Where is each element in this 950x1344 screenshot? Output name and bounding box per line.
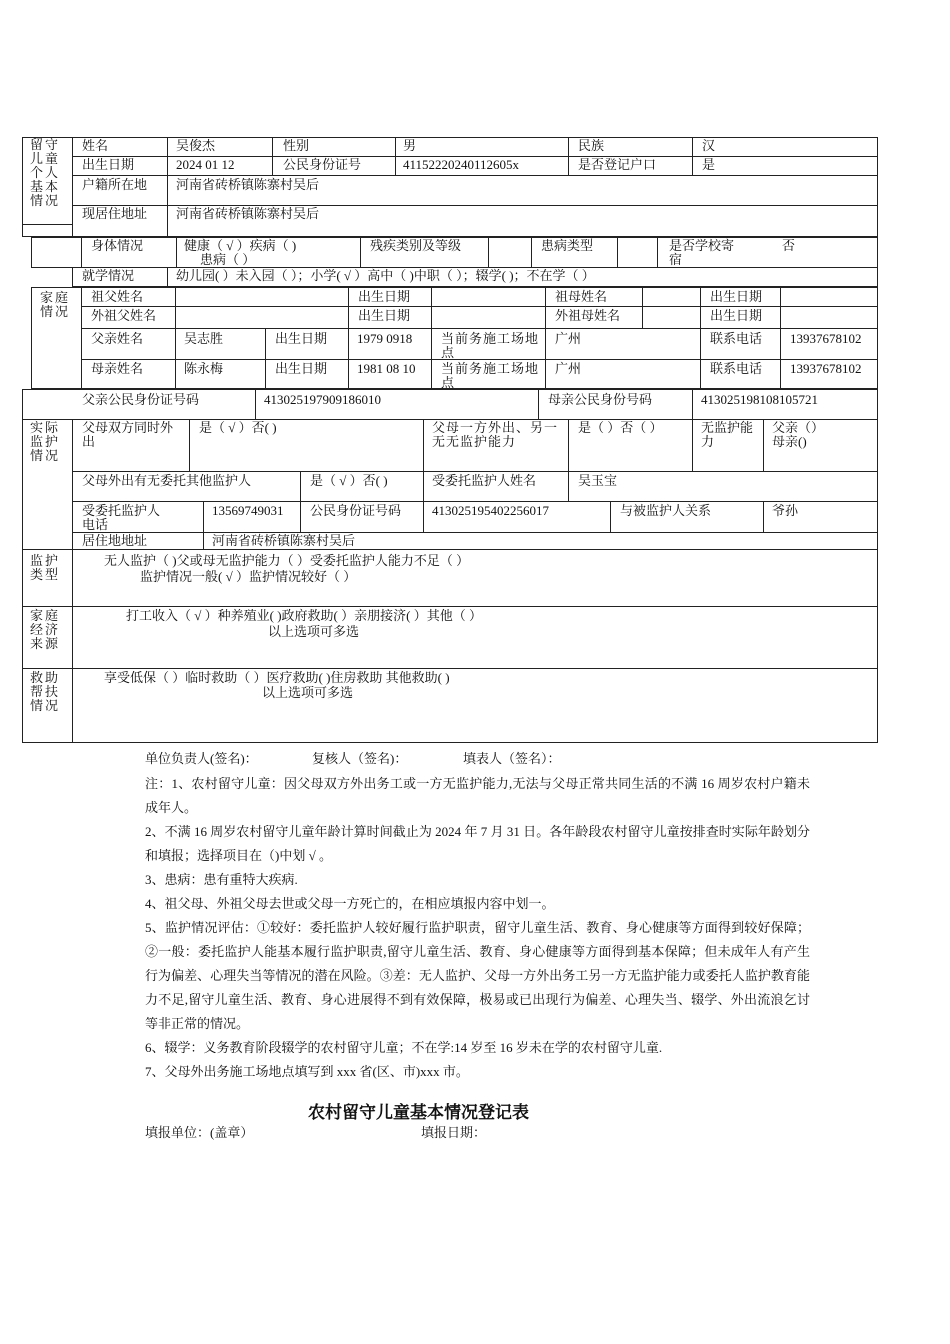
aid-line2: 以上选项可多选 [262, 685, 354, 700]
note-item: 注：1、农村留守儿童：因父母双方外出务工或一方无监护能力,无法与父母正常共同生活的不满 16 周岁农村户籍未成年人。 [145, 776, 810, 815]
residence-label: 现居住地址 [82, 206, 148, 221]
disease-type-label: 患病类型 [541, 238, 594, 253]
both-out-label: 父母双方同时外出 [82, 420, 174, 449]
health-label: 身体情况 [91, 238, 144, 253]
divider [568, 471, 569, 502]
child-name: 吴俊杰 [176, 138, 216, 153]
mother-work: 广州 [555, 361, 582, 376]
divider [265, 328, 266, 389]
id-value: 41152220240112605x [403, 157, 520, 172]
divider [700, 287, 701, 389]
father-phone: 13937678102 [790, 331, 862, 346]
father-label: 父亲姓名 [91, 331, 144, 346]
entrusted-name: 吴玉宝 [578, 473, 618, 488]
notes [145, 772, 810, 1084]
father-birth: 1979 0918 [357, 331, 413, 346]
aid-line1: 享受低保（ ）临时救助（ ）医疗救助( )住房救助 其他救助( ) [104, 670, 450, 685]
maternal-grandma-birth-label: 出生日期 [710, 308, 763, 323]
grandpa-label: 祖父姓名 [91, 289, 144, 304]
divider [167, 267, 168, 287]
hukou-reg-label: 是否登记户口 [578, 157, 657, 172]
maternal-grandpa-birth-label: 出生日期 [358, 308, 411, 323]
entrusted-phone-label: 受委托监护人电话 [82, 503, 161, 532]
divider [423, 501, 424, 533]
divider [272, 137, 273, 176]
divider [72, 549, 73, 607]
divider [642, 287, 643, 329]
divider [488, 237, 489, 268]
reviewer-signature: 复核人（签名)： [312, 751, 408, 766]
divider [348, 287, 349, 389]
divider [568, 419, 569, 472]
father-work: 广州 [555, 331, 582, 346]
divider [395, 137, 396, 176]
fill-date-label: 填报日期： [421, 1125, 487, 1140]
school-label: 就学情况 [82, 268, 135, 283]
divider [692, 419, 693, 472]
divider [81, 237, 82, 268]
divider [617, 237, 618, 268]
divider [780, 287, 781, 389]
gender-label: 性别 [283, 138, 310, 153]
grandma-birth-label: 出生日期 [710, 289, 763, 304]
mother-id: 413025198108105721 [701, 392, 818, 407]
note-item: 3、患病：患有重特大疾病. [145, 872, 298, 887]
divider [300, 471, 301, 502]
health-value-1: 健康（ √ ）疾病（ ) [184, 238, 297, 253]
economy-label: 家庭经济来源 [30, 608, 61, 651]
economy-line2: 以上选项可多选 [268, 624, 360, 639]
divider [175, 287, 176, 329]
divider [72, 606, 73, 669]
no-ability-value: 父亲（）母亲() [772, 420, 825, 449]
one-out-value: 是（ ）否（ ） [578, 420, 663, 435]
disability-label: 残疾类别及等级 [370, 238, 462, 253]
divider [610, 501, 611, 533]
id-label: 公民身份证号 [283, 157, 362, 172]
divider [423, 471, 424, 502]
hukou-addr-value: 河南省砖桥镇陈寨村吴后 [176, 177, 320, 192]
mother-name: 陈永梅 [184, 361, 224, 376]
birth-label: 出生日期 [82, 157, 135, 172]
form-title: 农村留守儿童基本情况登记表 [308, 1103, 529, 1122]
mother-label: 母亲姓名 [91, 361, 144, 376]
hukou-addr-label: 户籍所在地 [82, 177, 148, 192]
divider [763, 501, 764, 533]
grandma-label: 祖母姓名 [555, 289, 608, 304]
mother-id-label: 母亲公民身份号码 [548, 392, 653, 407]
note-item: 4、祖父母、外祖父母去世或父母一方死亡的，在相应填报内容中划一。 [145, 896, 555, 911]
divider [360, 237, 361, 268]
school-value: 幼儿园( ）未入园（ ）；小学( √ ）高中（ )中职（ ）；辍学( )；不在学（ ） [176, 268, 595, 283]
birth-value: 2024 01 12 [176, 157, 235, 172]
divider [189, 419, 190, 472]
both-out-value: 是（ √ ）否( ) [199, 420, 277, 435]
family-label: 家庭情况 [40, 290, 71, 319]
mother-phone-label: 联系电话 [710, 361, 763, 376]
economy-line1: 打工收入（ √ ）种养殖业( )政府救助( ）亲朋接济( ）其他（ ） [126, 608, 482, 623]
mother-birth: 1981 08 10 [357, 361, 416, 376]
guardian-label: 实际监护情况 [30, 420, 61, 463]
name-label: 姓名 [82, 138, 109, 153]
maternal-grandpa-label: 外祖父姓名 [91, 308, 157, 323]
note-item: 6、辍学：义务教育阶段辍学的农村留守儿童；不在学:14 岁至 16 岁未在学的农村留守儿童. [145, 1040, 663, 1055]
guard-type-line2: 监护情况一般( √ ）监护情况较好（ ） [140, 569, 357, 584]
note-item: 2、不满 16 周岁农村留守儿童年龄计算时间截止为 2024 年 7 月 31 日。各年龄段农村留守儿童按排查时实际年龄划分和填报；选择项目在（)中划 √ 。 [145, 824, 810, 863]
guard-type-line1: 无人监护（ )父或母无监护能力（ ）受委托监护人能力不足（ ） [104, 553, 470, 568]
unit-head-signature: 单位负责人(签名)： [145, 751, 258, 766]
fill-unit-label: 填报单位：(盖章） [145, 1125, 254, 1140]
gender-value: 男 [403, 138, 417, 153]
boarding-label: 是否学校寄宿 [669, 238, 735, 267]
health-value-2: 患病（ ） [200, 252, 256, 267]
section-personal-label: 留守儿童个人基本情况 [30, 137, 61, 208]
ethnicity-label: 民族 [578, 138, 605, 153]
hukou-reg-value: 是 [702, 157, 716, 172]
father-id: 413025197909186010 [264, 392, 381, 407]
maternal-grandma-label: 外祖母姓名 [555, 308, 621, 323]
divider [657, 237, 658, 268]
divider [176, 237, 177, 268]
entrusted-name-label: 受委托监护人姓名 [432, 473, 537, 488]
divider [538, 389, 539, 420]
ethnicity-value: 汉 [702, 138, 716, 153]
father-phone-label: 联系电话 [710, 331, 763, 346]
divider [692, 389, 693, 420]
mother-birth-label: 出生日期 [275, 361, 328, 376]
guardian-address-label: 居住地地址 [82, 533, 148, 548]
note-item: 7、父母外出务施工场地点填写到 xxx 省(区、市)xxx 市。 [145, 1064, 469, 1079]
father-work-label: 当前务施工场地点 [441, 331, 540, 360]
mother-work-label: 当前务施工场地点 [441, 361, 540, 390]
no-ability-label: 无监护能力 [701, 420, 754, 449]
divider [423, 419, 424, 472]
relation-label: 与被监护人关系 [620, 503, 712, 518]
entrusted-id: 413025195402256017 [432, 503, 549, 518]
entrusted-id-label: 公民身份证号码 [310, 503, 402, 518]
divider [72, 668, 73, 743]
divider [431, 287, 432, 389]
relation-value: 爷孙 [772, 503, 799, 518]
divider [692, 137, 693, 176]
one-out-label: 父母一方外出、另一无无监护能力 [432, 420, 559, 449]
divider [167, 137, 168, 237]
divider [300, 501, 301, 533]
father-birth-label: 出生日期 [275, 331, 328, 346]
grandpa-birth-label: 出生日期 [358, 289, 411, 304]
divider [255, 389, 256, 420]
residence-value: 河南省砖桥镇陈寨村吴后 [176, 206, 320, 221]
aid-label: 救助帮扶情况 [30, 670, 61, 713]
other-guardian-label: 父母外出有无委托其他监护人 [82, 473, 252, 488]
divider [545, 287, 546, 389]
guardian-address: 河南省砖桥镇陈寨村吴后 [212, 533, 356, 548]
divider [531, 237, 532, 268]
guard-type-label: 监护类型 [30, 553, 61, 582]
note-item: 5、监护情况评估：①较好：委托监护人较好履行监护职责，留守儿童生活、教育、身心健康等方面得到较好保障；②一般：委托监护人能基本履行监护职责,留守儿童生活、教育、身心健康等方面得到基本保障；但未成年人有产生行为偏差、心理失当等情况的潜在风险。③差：无人监护、父母一方外出务工另一方无监护能力或委托人监护教育能力不足,留守儿童生活、教育、身心进展得不到有效保障，极易或已出现行为偏差、心理失当、辍学、外出流浪乞讨等非正常的情况。 [145, 920, 810, 1031]
other-guardian-value: 是（ √ ）否( ) [310, 473, 388, 488]
father-id-label: 父亲公民身份证号码 [82, 392, 200, 407]
filler-signature: 填表人（签名）： [463, 751, 561, 766]
boarding-value: 否 [782, 238, 796, 253]
divider [203, 501, 204, 550]
divider [175, 328, 176, 389]
divider [568, 137, 569, 176]
divider [763, 419, 764, 472]
entrusted-phone: 13569749031 [212, 503, 284, 518]
mother-phone: 13937678102 [790, 361, 862, 376]
father-name: 吴志胜 [184, 331, 224, 346]
